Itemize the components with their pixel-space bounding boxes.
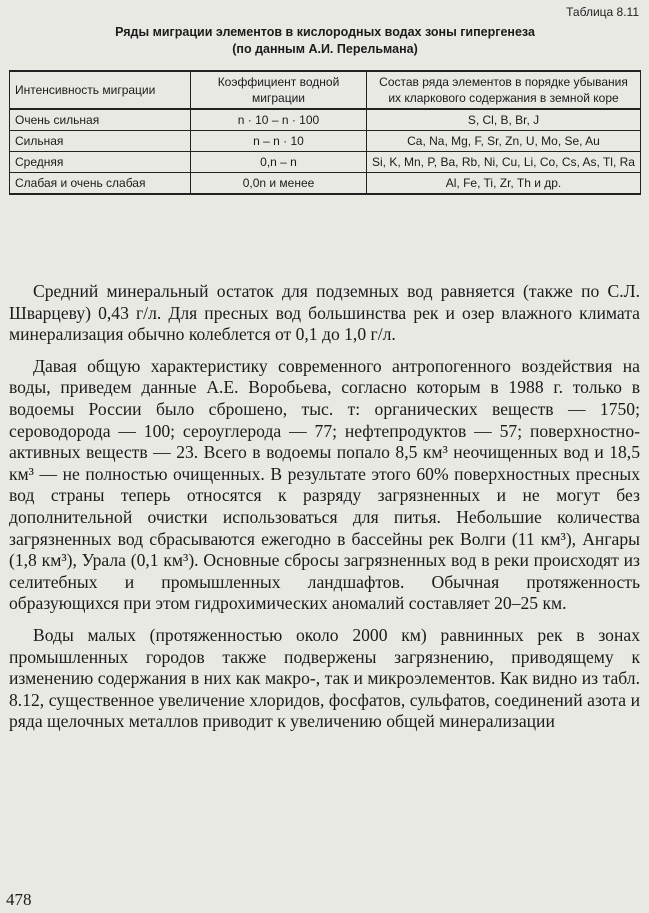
cell-coefficient: 0,n – n xyxy=(191,152,367,173)
table-row xyxy=(10,109,641,131)
cell-coefficient: n · 10 – n · 100 xyxy=(191,109,367,131)
table-number: Таблица 8.11 xyxy=(566,5,639,19)
table-row xyxy=(10,152,641,173)
cell-coefficient: 0,0n и менее xyxy=(191,173,367,195)
cell-composition: Ca, Na, Mg, F, Sr, Zn, U, Mo, Se, Au xyxy=(367,131,641,152)
cell-composition: Al, Fe, Ti, Zr, Th и др. xyxy=(367,173,641,195)
table-row xyxy=(10,173,641,195)
header-coefficient: Коэффициент водной миграции xyxy=(191,71,367,109)
table-caption xyxy=(20,24,630,58)
cell-intensity: Сильная xyxy=(10,131,191,152)
paragraph: Воды малых (протяженностью около 2000 км) равнинных рек в зонах промышленных городов также подвержены загрязнению, приводящему к изменению содержания в них как макро-, так и микроэлементов. Как видно из табл. 8.12, существенное увеличение хлоридов, фосфатов, сульфатов, соединений азота и ряда щелочных металлов приводит к увеличению общей минерализации xyxy=(9,624,640,732)
paragraph: Средний минеральный остаток для подземных вод равняется (также по С.Л. Шварцеву) 0,43 г/л. Для пресных вод большинства рек и озер влажного климата минерализация обычно колеблется от 0,1 до 1,0 г/л. xyxy=(9,281,640,345)
body-text xyxy=(9,281,640,743)
cell-intensity: Слабая и очень слабая xyxy=(10,173,191,195)
table-header-row xyxy=(10,71,641,109)
paragraph: Давая общую характеристику современного антропогенного воздействия на воды, приведем данные А.Е. Воробьева, согласно которым в 1988 г. только в водоемы России было сброшено, тыс. т: органических веществ — 1750; сероводорода — 100; сероуглерода — 77; нефтепродуктов — 57; поверхностно-активных веществ — 23. Всего в водоемы попало 8,5 км³ неочищенных вод и 18,5 км³ — не полностью очищенных. В результате этого 60% поверхностных пресных вод страны теперь относятся к разряду загрязненных и не могут без дополнительной очистки использоваться для питья. Небольшие количества загрязненных вод сбрасываются ежегодно в бассейны рек Волги (11 км³), Ангары (1,8 км³), Урала (0,1 км³). Основные сбросы загрязненных вод в реки происходят из селитебных и промышленных ландшафтов. Обычная протяженность образующихся при этом гидрохимических аномалий составляет 20–25 км. xyxy=(9,355,640,614)
caption-title: Ряды миграции элементов в кислородных водах зоны гипергенеза xyxy=(115,25,535,39)
cell-composition: Si, K, Mn, P, Ba, Rb, Ni, Cu, Li, Co, Cs, As, Tl, Ra xyxy=(367,152,641,173)
cell-composition: S, Cl, B, Br, J xyxy=(367,109,641,131)
header-intensity: Интенсивность миграции xyxy=(10,71,191,109)
cell-coefficient: n – n · 10 xyxy=(191,131,367,152)
cell-intensity: Средняя xyxy=(10,152,191,173)
page-number: 478 xyxy=(6,890,32,909)
migration-table xyxy=(9,70,641,195)
table-row xyxy=(10,131,641,152)
caption-source: (по данным А.И. Перельмана) xyxy=(232,42,418,56)
cell-intensity: Очень сильная xyxy=(10,109,191,131)
header-composition: Состав ряда элементов в порядке убывания их кларкового содержания в земной коре xyxy=(367,71,641,109)
